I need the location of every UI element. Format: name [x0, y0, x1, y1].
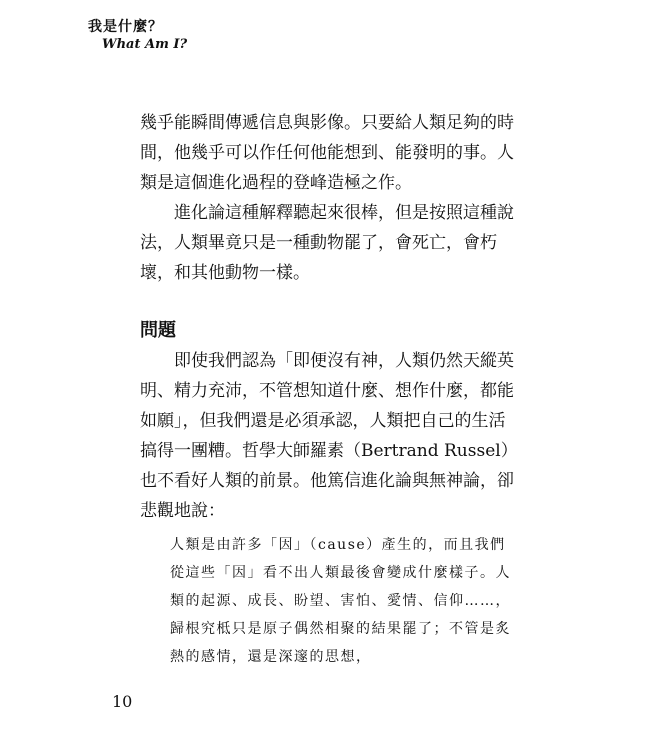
body-text-top [140, 108, 520, 288]
paragraph-evolution-explanation: 進化論這種解釋聽起來很棒，但是按照這種說法，人類畢竟只是一種動物罷了，會死亡，會朽壞，和其他動物一樣。 [140, 203, 514, 283]
block-quote [170, 531, 518, 671]
quote-text: 人類是由許多「因」（cause）產生的，而且我們從這些「因」看不出人類最後會變成什麼樣子。人類的起源、成長、盼望、害怕、愛情、信仰……，歸根究柢只是原子偶然相聚的結果罷了；不管是炙熱的感情，還是深邃的思想， [170, 537, 511, 665]
paragraph-problem: 即使我們認為「即便沒有神，人類仍然天縱英明、精力充沛，不管想知道什麼、想作什麼，都能如願」，但我們還是必須承認，人類把自己的生活搞得一團糟。哲學大師羅素（Bertrand Russel）也不看好人類的前景。他篤信進化論與無神論，卻悲觀地說： [140, 351, 518, 521]
paragraph-continuation: 幾乎能瞬間傳遞信息與影像。只要給人類足夠的時間，他幾乎可以作任何他能想到、能發明的事。人類是這個進化過程的登峰造極之作。 [140, 113, 514, 193]
running-head [88, 18, 187, 54]
running-head-title-chinese: 我是什麼？ [88, 19, 163, 35]
page-number: 10 [112, 692, 133, 711]
body-text-section [140, 346, 520, 526]
section-heading: 問題 [140, 320, 176, 341]
running-head-title-english: What Am I? [102, 37, 188, 52]
